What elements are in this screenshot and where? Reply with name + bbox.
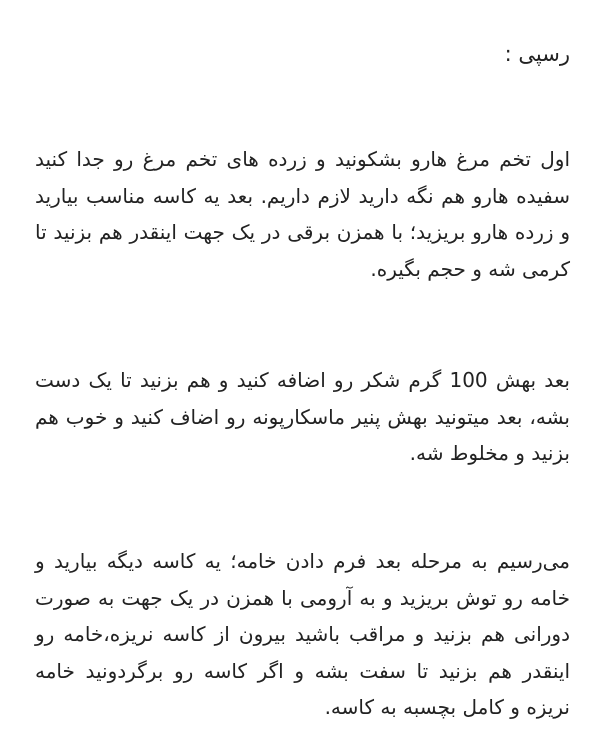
recipe-step-1: اول تخم مرغ هارو بشکونید و زرده های تخم مرغ رو جدا کنید سفیده هارو هم نگه دارید لازم داریم. بعد یه کاسه مناسب بیارید و زرده هارو بریزید؛ با همزن برقی در یک جهت اینقدر هم بزنید تا کرمی شه و حجم بگیره. — [35, 147, 570, 281]
recipe-heading: رسپی : — [504, 42, 570, 66]
recipe-step-3: می‌رسیم به مرحله بعد فرم دادن خامه؛ یه کاسه دیگه بیارید و خامه رو توش بریزید و به آرومی با همزن در یک جهت به صورت دورانی هم بزنید و مراقب باشید بیرون از کاسه نریزه،خامه رو اینقدر هم بزنید تا سفت بشه و اگر کاسه رو برگردونید خامه نریزه و کامل بچسبه به کاسه. — [35, 549, 570, 719]
recipe-step-2: بعد بهش 100 گرم شکر رو اضافه کنید و هم بزنید تا یک دست بشه، بعد میتونید بهش پنیر ماسکارپونه رو اضاف کنید و خوب هم بزنید و مخلوط شه. — [35, 368, 570, 465]
